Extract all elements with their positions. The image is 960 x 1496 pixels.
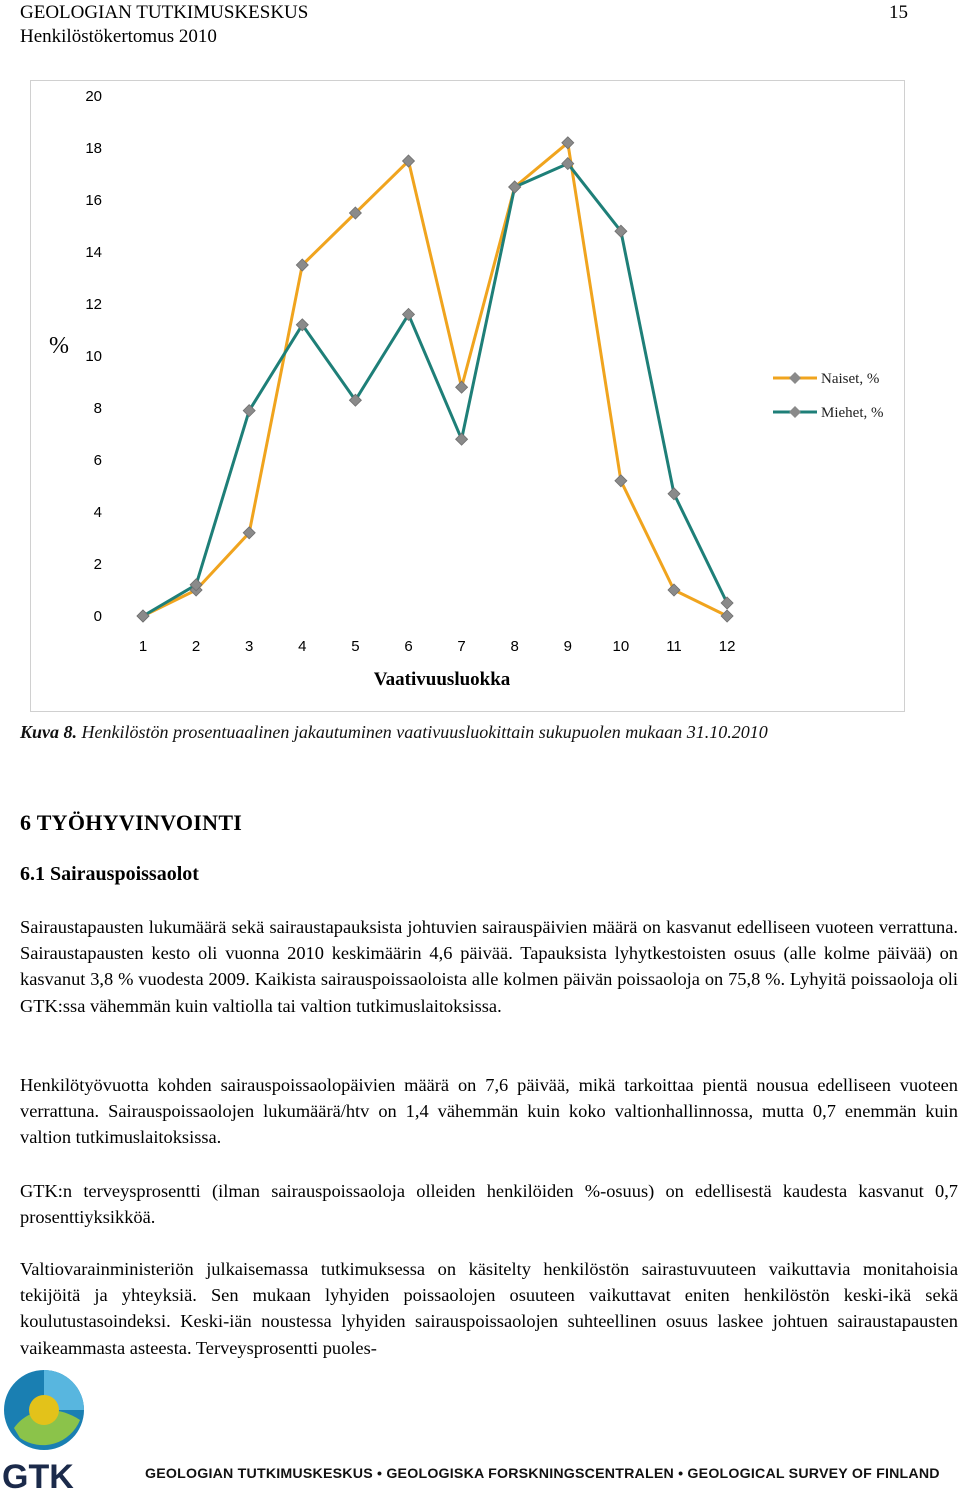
series-line-2 bbox=[143, 164, 727, 616]
x-tick-label: 8 bbox=[510, 638, 519, 655]
y-tick-label: 8 bbox=[93, 400, 102, 417]
x-tick-label: 4 bbox=[298, 638, 307, 655]
y-tick-label: 2 bbox=[93, 556, 102, 573]
y-tick-label: 0 bbox=[93, 608, 102, 625]
line-chart bbox=[31, 81, 906, 713]
series-2-point bbox=[456, 433, 468, 445]
series-1-point bbox=[615, 475, 627, 487]
y-tick-label: 20 bbox=[85, 88, 102, 105]
legend-label-2: Miehet, % bbox=[821, 405, 884, 421]
series-1-point bbox=[456, 381, 468, 393]
page-number: 15 bbox=[889, 2, 908, 23]
header-report-title: Henkilöstökertomus 2010 bbox=[20, 26, 217, 47]
x-tick-label: 12 bbox=[718, 638, 736, 655]
y-tick-label: 4 bbox=[93, 504, 102, 521]
legend-marker-1 bbox=[789, 372, 801, 384]
chart-frame bbox=[30, 80, 905, 712]
header-org: GEOLOGIAN TUTKIMUSKESKUS bbox=[20, 2, 309, 23]
series-1-point bbox=[668, 584, 680, 596]
logo-text: GTK bbox=[2, 1458, 74, 1496]
y-tick-label: 12 bbox=[85, 296, 102, 313]
series-2-point bbox=[721, 597, 733, 609]
caption-text: Henkilöstön prosentuaalinen jakautuminen vaativuusluokittain sukupuolen mukaan 31.10.2010 bbox=[77, 722, 768, 742]
y-axis-label: % bbox=[49, 333, 69, 359]
legend-marker-2 bbox=[789, 406, 801, 418]
section-heading: 6 TYÖHYVINVOINTI bbox=[20, 810, 243, 835]
series-1-point bbox=[721, 610, 733, 622]
series-2-point bbox=[668, 488, 680, 500]
y-tick-label: 10 bbox=[85, 348, 102, 365]
legend-label-1: Naiset, % bbox=[821, 371, 880, 387]
paragraph-4: Valtiovarainministeriön julkaisemassa tutkimuksessa on käsitelty henkilöstön sairastuvuuteen vaikuttavia monitahoisia tekijöitä ja yhteyksiä. Sen mukaan lyhyiden poissaolojen osuuteen vaikuttavat eniten henkilöstön keski-ikä sekä koulutustasoindeksi. Keski-iän noustessa lyhyiden sairauspoissaolojen suhteellinen osuus laskee johtuen sairaustapausten vaikeammasta asteesta. Terveysprosentti puoles- bbox=[20, 1259, 958, 1358]
x-tick-label: 9 bbox=[563, 638, 572, 655]
footer-institution-names: GEOLOGIAN TUTKIMUSKESKUS • GEOLOGISKA FORSKNINGSCENTRALEN • GEOLOGICAL SURVEY OF FINLAND bbox=[145, 1466, 940, 1482]
y-tick-label: 6 bbox=[93, 452, 102, 469]
figure-caption bbox=[20, 722, 768, 743]
subsection-heading: 6.1 Sairauspoissaolot bbox=[20, 863, 199, 885]
y-tick-label: 18 bbox=[85, 140, 102, 157]
x-tick-label: 5 bbox=[351, 638, 360, 655]
x-tick-label: 1 bbox=[138, 638, 148, 655]
gtk-logo bbox=[0, 1368, 120, 1496]
paragraph-2: Henkilötyövuotta kohden sairauspoissaolopäivien määrä on 7,6 päivää, mikä tarkoittaa pientä nousua edelliseen vuoteen verrattuna. Sairauspoissaolojen lukumäärä/htv on 1,4 vähemmän kuin koko valtionhallinnossa, mutta 0,7 enemmän kuin valtion tutkimuslaitoksissa. bbox=[20, 1075, 958, 1148]
x-axis-label: Vaativuusluokka bbox=[373, 669, 511, 690]
y-tick-label: 16 bbox=[85, 192, 102, 209]
y-tick-label: 14 bbox=[85, 244, 102, 261]
x-tick-label: 2 bbox=[191, 638, 201, 655]
x-tick-label: 10 bbox=[612, 638, 630, 655]
x-tick-label: 3 bbox=[245, 638, 254, 655]
paragraph-3: GTK:n terveysprosentti (ilman sairauspoissaoloja olleiden henkilöiden %-osuus) on edellisestä kaudesta kasvanut 0,7 prosenttiyksikköä. bbox=[20, 1181, 958, 1228]
paragraph-1: Sairaustapausten lukumäärä sekä sairaustapauksista johtuvien sairauspäivien määrä on kasvanut edelliseen vuoteen verrattuna. Sairaustapausten kesto oli vuonna 2010 keskimäärin 4,6 päivää. Tapauksista lyhytkestoisten osuus (alle kolme päivää) on kasvanut 3,8 % vuodesta 2009. Kaikista sairauspoissaoloista alle kolmen päivän poissaoloja on 75,8 %. Lyhyitä poissaoloja oli GTK:ssa vähemmän kuin valtiolla tai valtion tutkimuslaitoksissa. bbox=[20, 917, 958, 1016]
x-tick-label: 6 bbox=[404, 638, 413, 655]
caption-label: Kuva 8. bbox=[20, 722, 78, 742]
x-tick-label: 7 bbox=[457, 638, 466, 655]
x-tick-label: 11 bbox=[666, 638, 682, 655]
